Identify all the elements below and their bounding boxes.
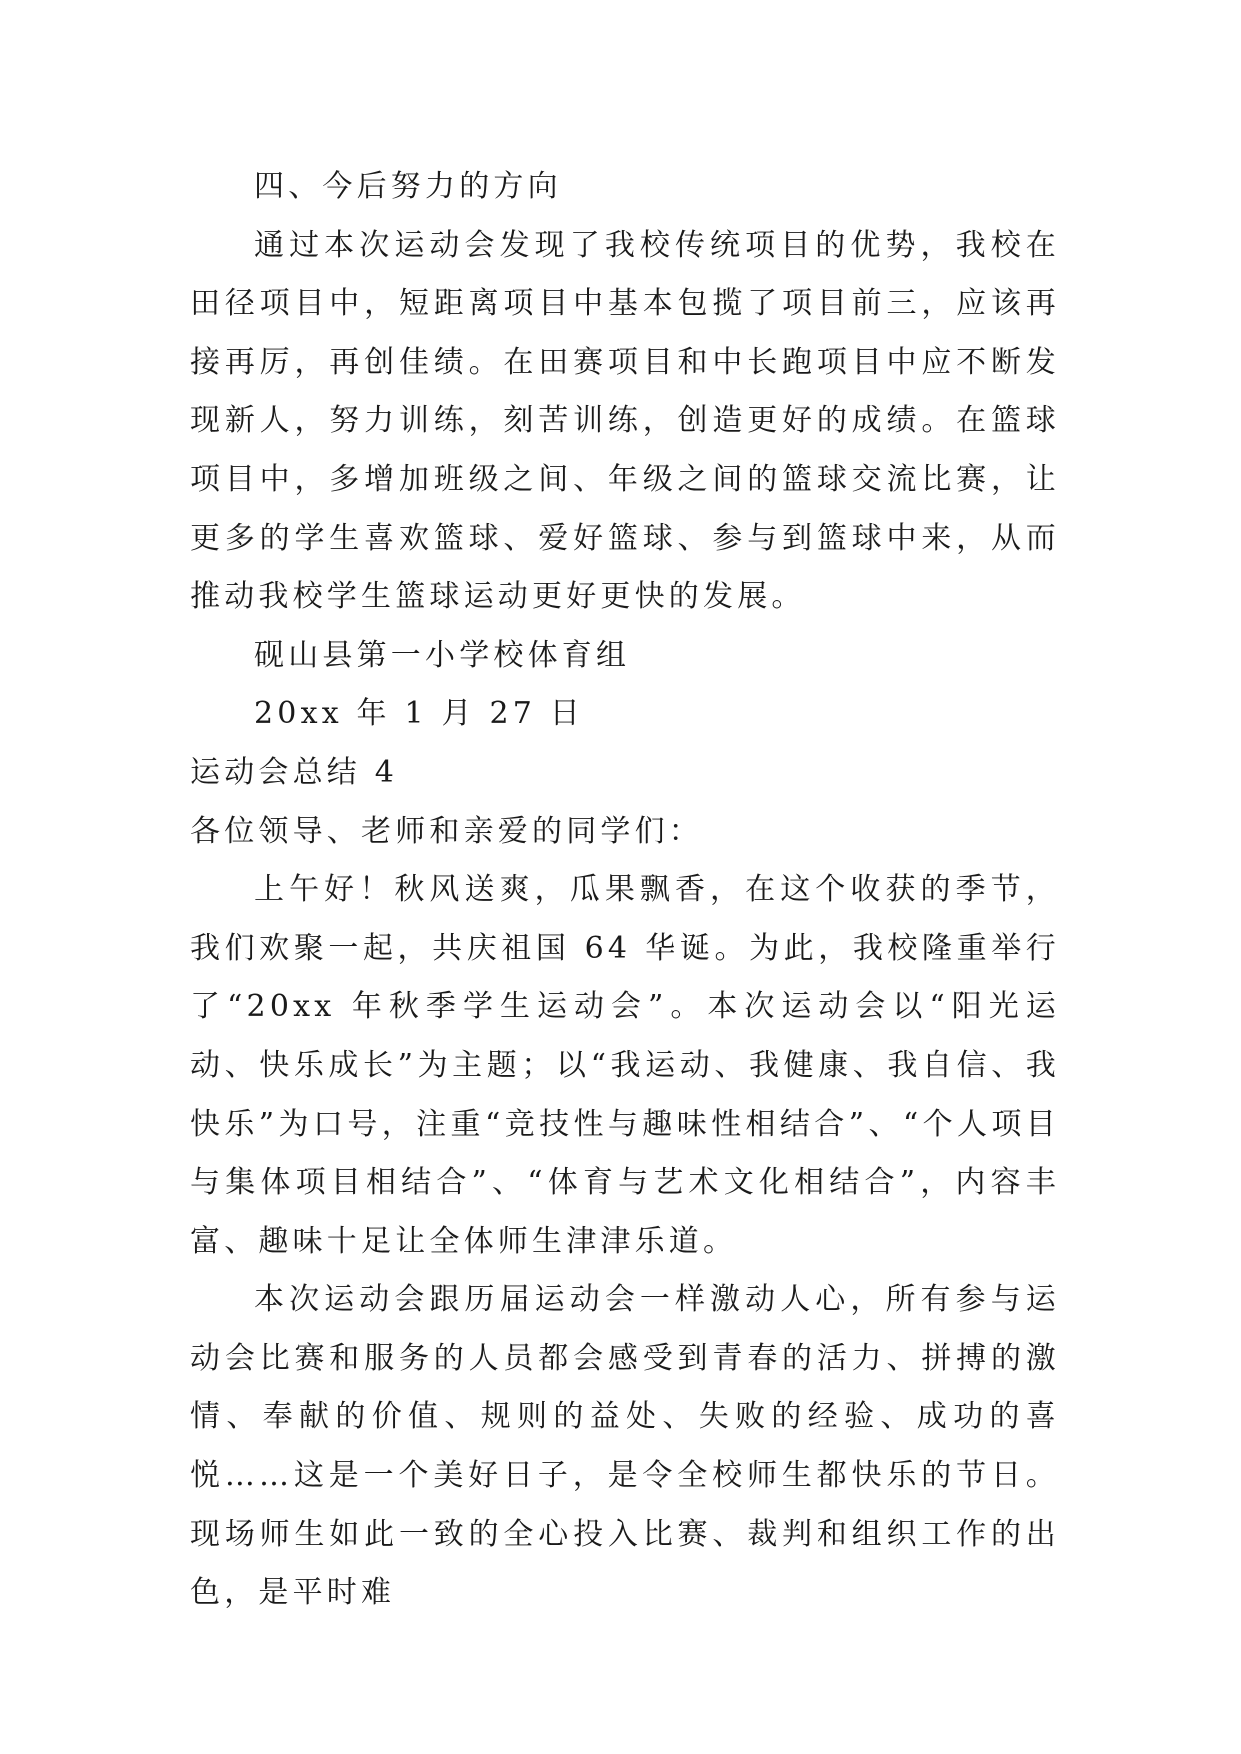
signature-date: 20xx 年 1 月 27 日 xyxy=(254,696,584,732)
document-body xyxy=(190,158,1060,1623)
body-paragraph: 上午好！秋风送爽，瓜果飘香，在这个收获的季节，我们欢聚一起，共庆祖国 64 华诞。为此，我校隆重举行了“20xx 年秋季学生运动会”。本次运动会以“阳光运动、快乐成长”为主题；以“我运动、我健康、我自信、我快乐”为口号，注重“竞技性与趣味性相结合”、“个人项目与集体项目相结合”、“体育与艺术文化相结合”，内容丰富、趣味十足让全体师生津津乐道。 xyxy=(190,872,1060,1259)
signature-organization: 砚山县第一小学校体育组 xyxy=(254,637,631,673)
body-paragraph: 本次运动会跟历届运动会一样激动人心，所有参与运动会比赛和服务的人员都会感受到青春的活力、拼搏的激情、奉献的价值、规则的益处、失败的经验、成功的喜悦……这是一个美好日子，是令全校师生都快乐的节日。现场师生如此一致的全心投入比赛、裁判和组织工作的出色，是平时难 xyxy=(190,1282,1060,1611)
salutation: 各位领导、老师和亲爱的同学们： xyxy=(190,813,703,849)
section-heading: 四、今后努力的方向 xyxy=(254,169,562,204)
body-paragraph: 通过本次运动会发现了我校传统项目的优势，我校在田径项目中，短距离项目中基本包揽了项目前三，应该再接再厉，再创佳绩。在田赛项目和中长跑项目中应不断发现新人，努力训练，刻苦训练，创造更好的成绩。在篮球项目中，多增加班级之间、年级之间的篮球交流比赛，让更多的学生喜欢篮球、爱好篮球、参与到篮球中来，从而推动我校学生篮球运动更好更快的发展。 xyxy=(190,227,1060,615)
article-title: 运动会总结 4 xyxy=(190,754,399,790)
